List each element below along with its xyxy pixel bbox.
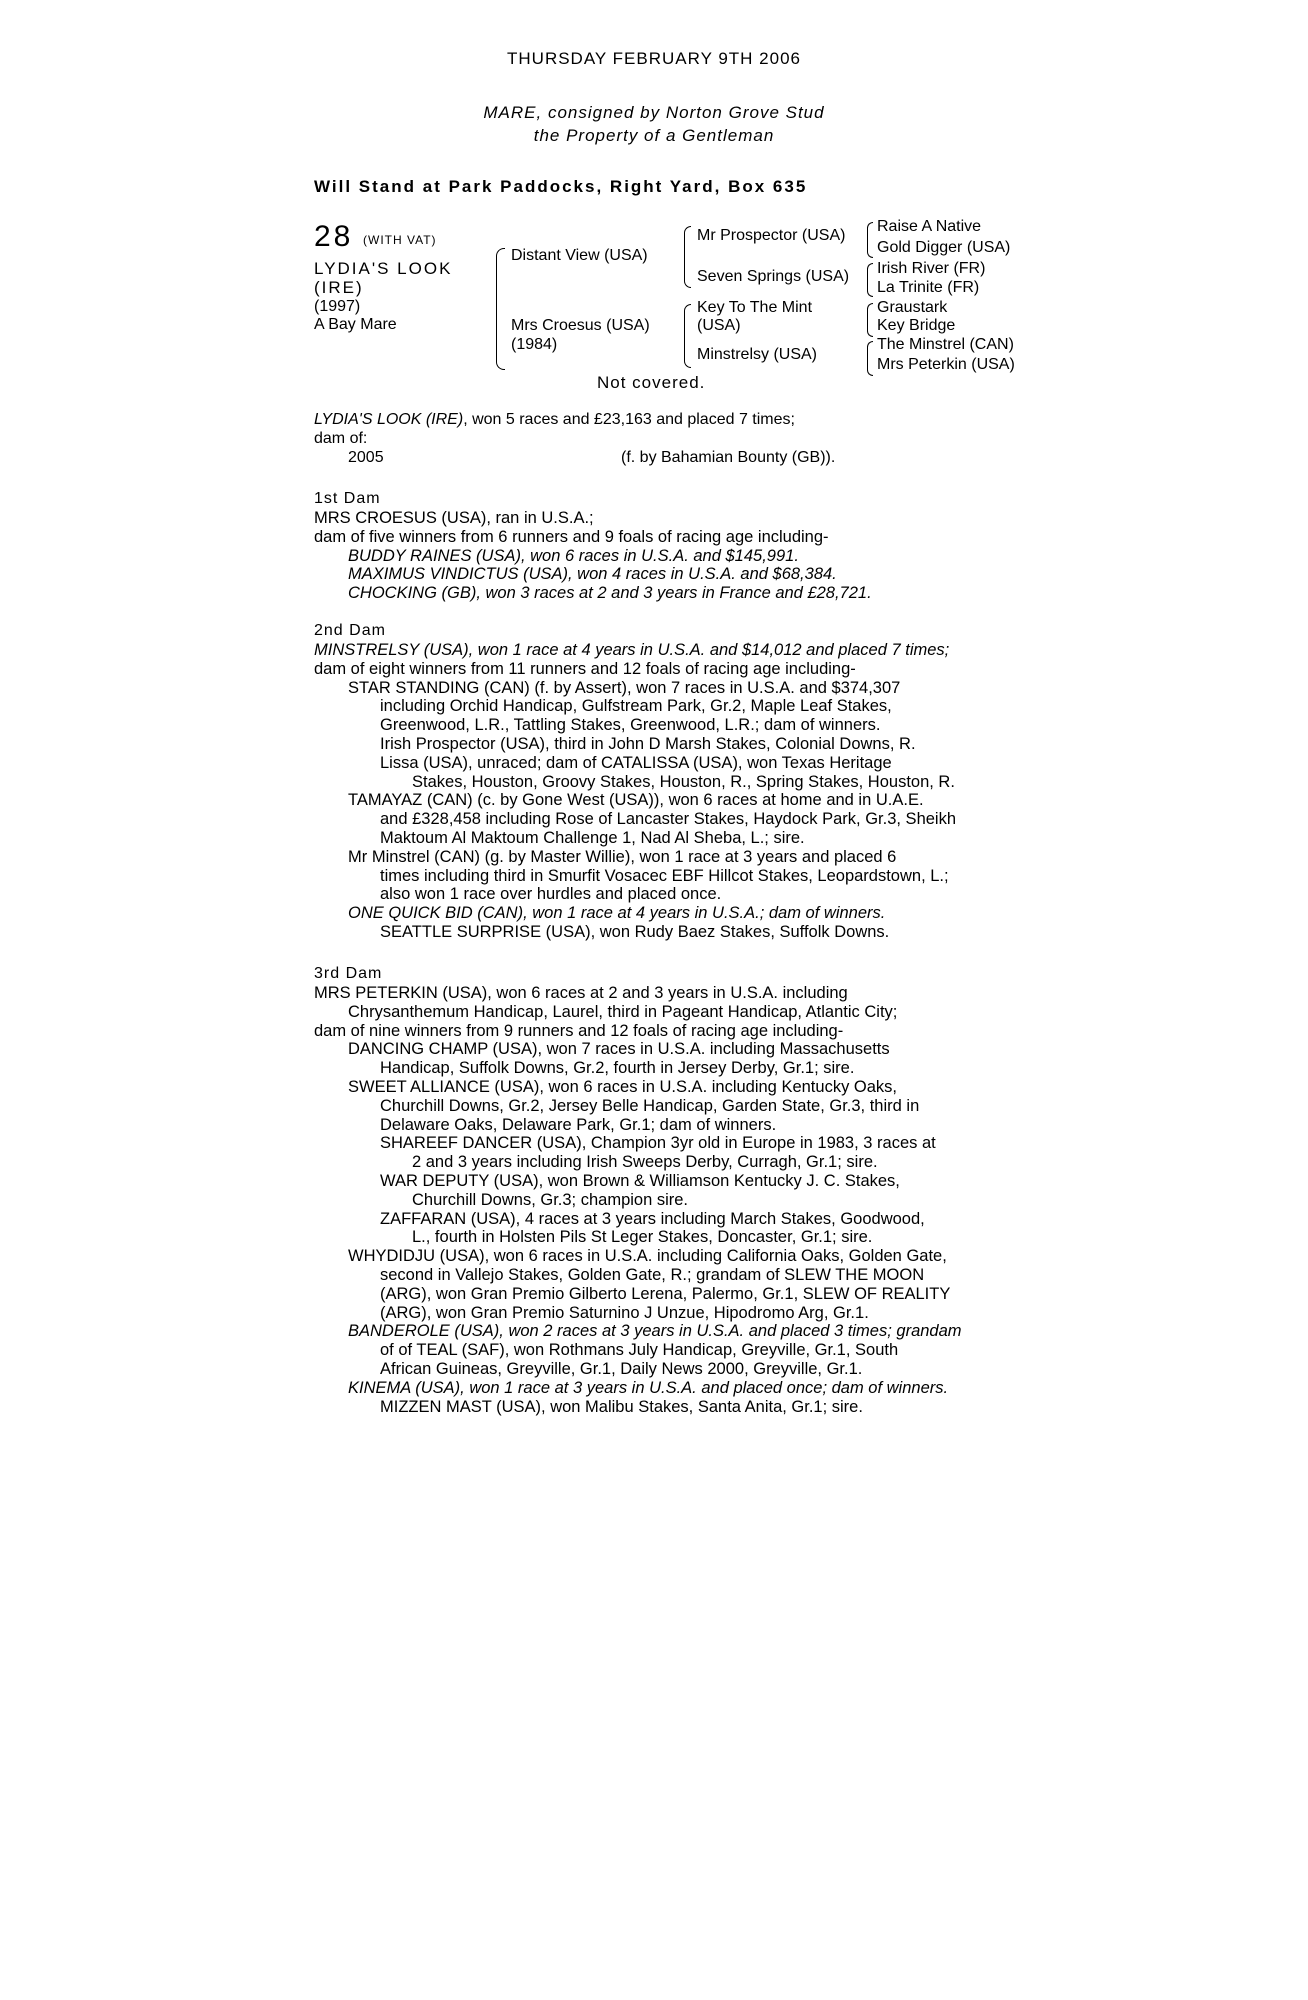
consignment-line-1: MARE, consigned by Norton Grove Stud	[483, 103, 825, 122]
third-dam-line: MRS PETERKIN (USA), won 6 races at 2 and 3 years in U.S.A. including	[314, 984, 848, 1002]
third-dam-line: KINEMA (USA), won 1 race at 3 years in U.S.A. and placed once; dam of winners.	[348, 1378, 949, 1397]
second-dam-line: TAMAYAZ (CAN) (c. by Gone West (USA)), won 6 races at home and in U.A.E.	[348, 791, 924, 810]
second-dam-line: ONE QUICK BID (CAN), won 1 race at 4 years in U.S.A.; dam of winners.	[348, 904, 886, 923]
dam-sire: Key To The Mint	[697, 299, 813, 316]
second-dam-heading: 2nd Dam	[314, 622, 386, 639]
produce-horse-name: LYDIA'S LOOK (IRE)	[314, 411, 464, 428]
horse-year: (1997)	[314, 298, 361, 315]
consignment-line-2: the Property of a Gentleman	[533, 126, 775, 145]
first-dam-line: CHOCKING (GB), won 3 races at 2 and 3 years in France and £28,721.	[348, 584, 872, 603]
sire-dam: Seven Springs (USA)	[697, 268, 850, 285]
third-dam-line: SHAREEF DANCER (USA), Champion 3yr old in Europe in 1983, 3 races at	[380, 1134, 936, 1153]
sire-sire: Mr Prospector (USA)	[697, 227, 846, 244]
ds-dam: Key Bridge	[877, 317, 956, 334]
third-dam-line: Churchill Downs, Gr.3; champion sire.	[412, 1190, 689, 1209]
produce-record: , won 5 races and £23,163 and placed 7 times;	[463, 411, 795, 428]
pedigree-brace-ss	[867, 222, 873, 258]
first-dam-line: MRS CROESUS (USA), ran in U.S.A.;	[314, 509, 594, 527]
second-dam-line: Greenwood, L.R., Tattling Stakes, Greenwood, L.R.; dam of winners.	[380, 716, 881, 735]
dam-year: (1984)	[511, 336, 558, 353]
second-dam-line: Lissa (USA), unraced; dam of CATALISSA (USA), won Texas Heritage	[380, 753, 892, 772]
third-dam-line: of of TEAL (SAF), won Rothmans July Handicap, Greyville, Gr.1, South	[380, 1341, 899, 1360]
produce-line-2: dam of:	[314, 430, 368, 447]
second-dam-line: and £328,458 including Rose of Lancaster Stakes, Haydock Park, Gr.3, Sheikh	[380, 810, 957, 829]
dd-sire: The Minstrel (CAN)	[877, 336, 1014, 353]
dam-dam: Minstrelsy (USA)	[697, 346, 818, 363]
second-dam-line: Stakes, Houston, Groovy Stakes, Houston, R., Spring Stakes, Houston, R.	[412, 772, 955, 791]
third-dam-line: second in Vallejo Stakes, Golden Gate, R.; grandam of SLEW THE MOON	[380, 1266, 925, 1284]
sd-sire: Irish River (FR)	[877, 260, 986, 277]
produce-foal: (f. by Bahamian Bounty (GB)).	[621, 449, 836, 466]
ss-dam: Gold Digger (USA)	[877, 239, 1011, 256]
third-dam-line: African Guineas, Greyville, Gr.1, Daily News 2000, Greyville, Gr.1.	[380, 1360, 863, 1378]
vat-note: (WITH VAT)	[363, 233, 437, 247]
sd-dam: La Trinite (FR)	[877, 279, 980, 296]
ss-sire: Raise A Native	[877, 218, 982, 235]
produce-line-1	[314, 412, 795, 428]
first-dam-line: MAXIMUS VINDICTUS (USA), won 4 races in U.S.A. and $68,384.	[348, 565, 837, 584]
third-dam-line: dam of nine winners from 9 runners and 12 foals of racing age including-	[314, 1021, 844, 1040]
third-dam-line: Chrysanthemum Handicap, Laurel, third in Pageant Handicap, Atlantic City;	[348, 1002, 898, 1021]
third-dam-line: ZAFFARAN (USA), 4 races at 3 years including March Stakes, Goodwood,	[380, 1209, 925, 1228]
second-dam-line: MINSTRELSY (USA), won 1 race at 4 years in U.S.A. and $14,012 and placed 7 times;	[314, 641, 950, 659]
second-dam-line: Irish Prospector (USA), third in John D Marsh Stakes, Colonial Downs, R.	[380, 735, 916, 753]
third-dam-line: Churchill Downs, Gr.2, Jersey Belle Handicap, Garden State, Gr.3, third in	[380, 1096, 920, 1115]
third-dam-heading: 3rd Dam	[314, 965, 383, 982]
third-dam-line: MIZZEN MAST (USA), won Malibu Stakes, Santa Anita, Gr.1; sire.	[380, 1397, 863, 1416]
horse-origin: (IRE)	[314, 278, 364, 297]
sale-date: THURSDAY FEBRUARY 9TH 2006	[507, 49, 801, 68]
lot-number: 28	[314, 220, 354, 253]
third-dam-line: (ARG), won Gran Premio Saturnino J Unzue, Hipodromo Arg, Gr.1.	[380, 1303, 869, 1322]
pedigree-brace-dd	[867, 341, 873, 376]
third-dam-line: WAR DEPUTY (USA), won Brown & Williamson Kentucky J. C. Stakes,	[380, 1172, 900, 1190]
second-dam-line: SEATTLE SURPRISE (USA), won Rudy Baez Stakes, Suffolk Downs.	[380, 923, 890, 941]
second-dam-line: dam of eight winners from 11 runners and 12 foals of racing age including-	[314, 659, 856, 678]
second-dam-line: Mr Minstrel (CAN) (g. by Master Willie), won 1 race at 3 years and placed 6	[348, 847, 897, 866]
second-dam-line: Maktoum Al Maktoum Challenge 1, Nad Al Sheba, L.; sire.	[380, 829, 805, 847]
dam: Mrs Croesus (USA)	[511, 317, 650, 334]
third-dam-line: SWEET ALLIANCE (USA), won 6 races in U.S.A. including Kentucky Oaks,	[348, 1078, 897, 1096]
second-dam-line: also won 1 race over hurdles and placed once.	[380, 885, 722, 904]
third-dam-line: WHYDIDJU (USA), won 6 races in U.S.A. including California Oaks, Golden Gate,	[348, 1247, 947, 1266]
second-dam-line: STAR STANDING (CAN) (f. by Assert), won 7 races in U.S.A. and $374,307	[348, 678, 901, 697]
third-dam-line: L., fourth in Holsten Pils St Leger Stakes, Doncaster, Gr.1; sire.	[412, 1228, 873, 1247]
third-dam-line: BANDEROLE (USA), won 2 races at 3 years in U.S.A. and placed 3 times; grandam	[348, 1322, 962, 1341]
dd-dam: Mrs Peterkin (USA)	[877, 356, 1015, 373]
first-dam-line: BUDDY RAINES (USA), won 6 races in U.S.A. and $145,991.	[348, 546, 799, 565]
second-dam-line: times including third in Smurfit Vosacec EBF Hillcot Stakes, Leopardstown, L.;	[380, 866, 949, 885]
stand-location: Will Stand at Park Paddocks, Right Yard, Box 635	[314, 177, 808, 196]
sire: Distant View (USA)	[511, 247, 648, 264]
third-dam-line: DANCING CHAMP (USA), won 7 races in U.S.A. including Massachusetts	[348, 1040, 890, 1059]
pedigree-brace-main	[496, 248, 505, 370]
pedigree-brace-sire	[684, 226, 691, 288]
first-dam-line: dam of five winners from 6 runners and 9 foals of racing age including-	[314, 527, 829, 546]
produce-year: 2005	[348, 449, 384, 466]
first-dam-heading: 1st Dam	[314, 490, 381, 507]
pedigree-brace-ds	[867, 303, 873, 337]
third-dam-line: (ARG), won Gran Premio Gilberto Lerena, Palermo, Gr.1, SLEW OF REALITY	[380, 1284, 951, 1303]
second-dam-line: including Orchid Handicap, Gulfstream Park, Gr.2, Maple Leaf Stakes,	[380, 697, 892, 716]
third-dam-line: 2 and 3 years including Irish Sweeps Derby, Curragh, Gr.1; sire.	[412, 1153, 878, 1172]
dam-sire-origin: (USA)	[697, 317, 741, 334]
cover-status: Not covered.	[597, 373, 706, 392]
third-dam-line: Handicap, Suffolk Downs, Gr.2, fourth in Jersey Derby, Gr.1; sire.	[380, 1059, 855, 1078]
horse-name: LYDIA'S LOOK	[314, 259, 453, 278]
pedigree-brace-dam	[684, 304, 691, 368]
pedigree-brace-sd	[867, 263, 873, 297]
third-dam-line: Delaware Oaks, Delaware Park, Gr.1; dam of winners.	[380, 1115, 777, 1134]
ds-sire: Graustark	[877, 299, 948, 316]
horse-description: A Bay Mare	[314, 316, 397, 333]
